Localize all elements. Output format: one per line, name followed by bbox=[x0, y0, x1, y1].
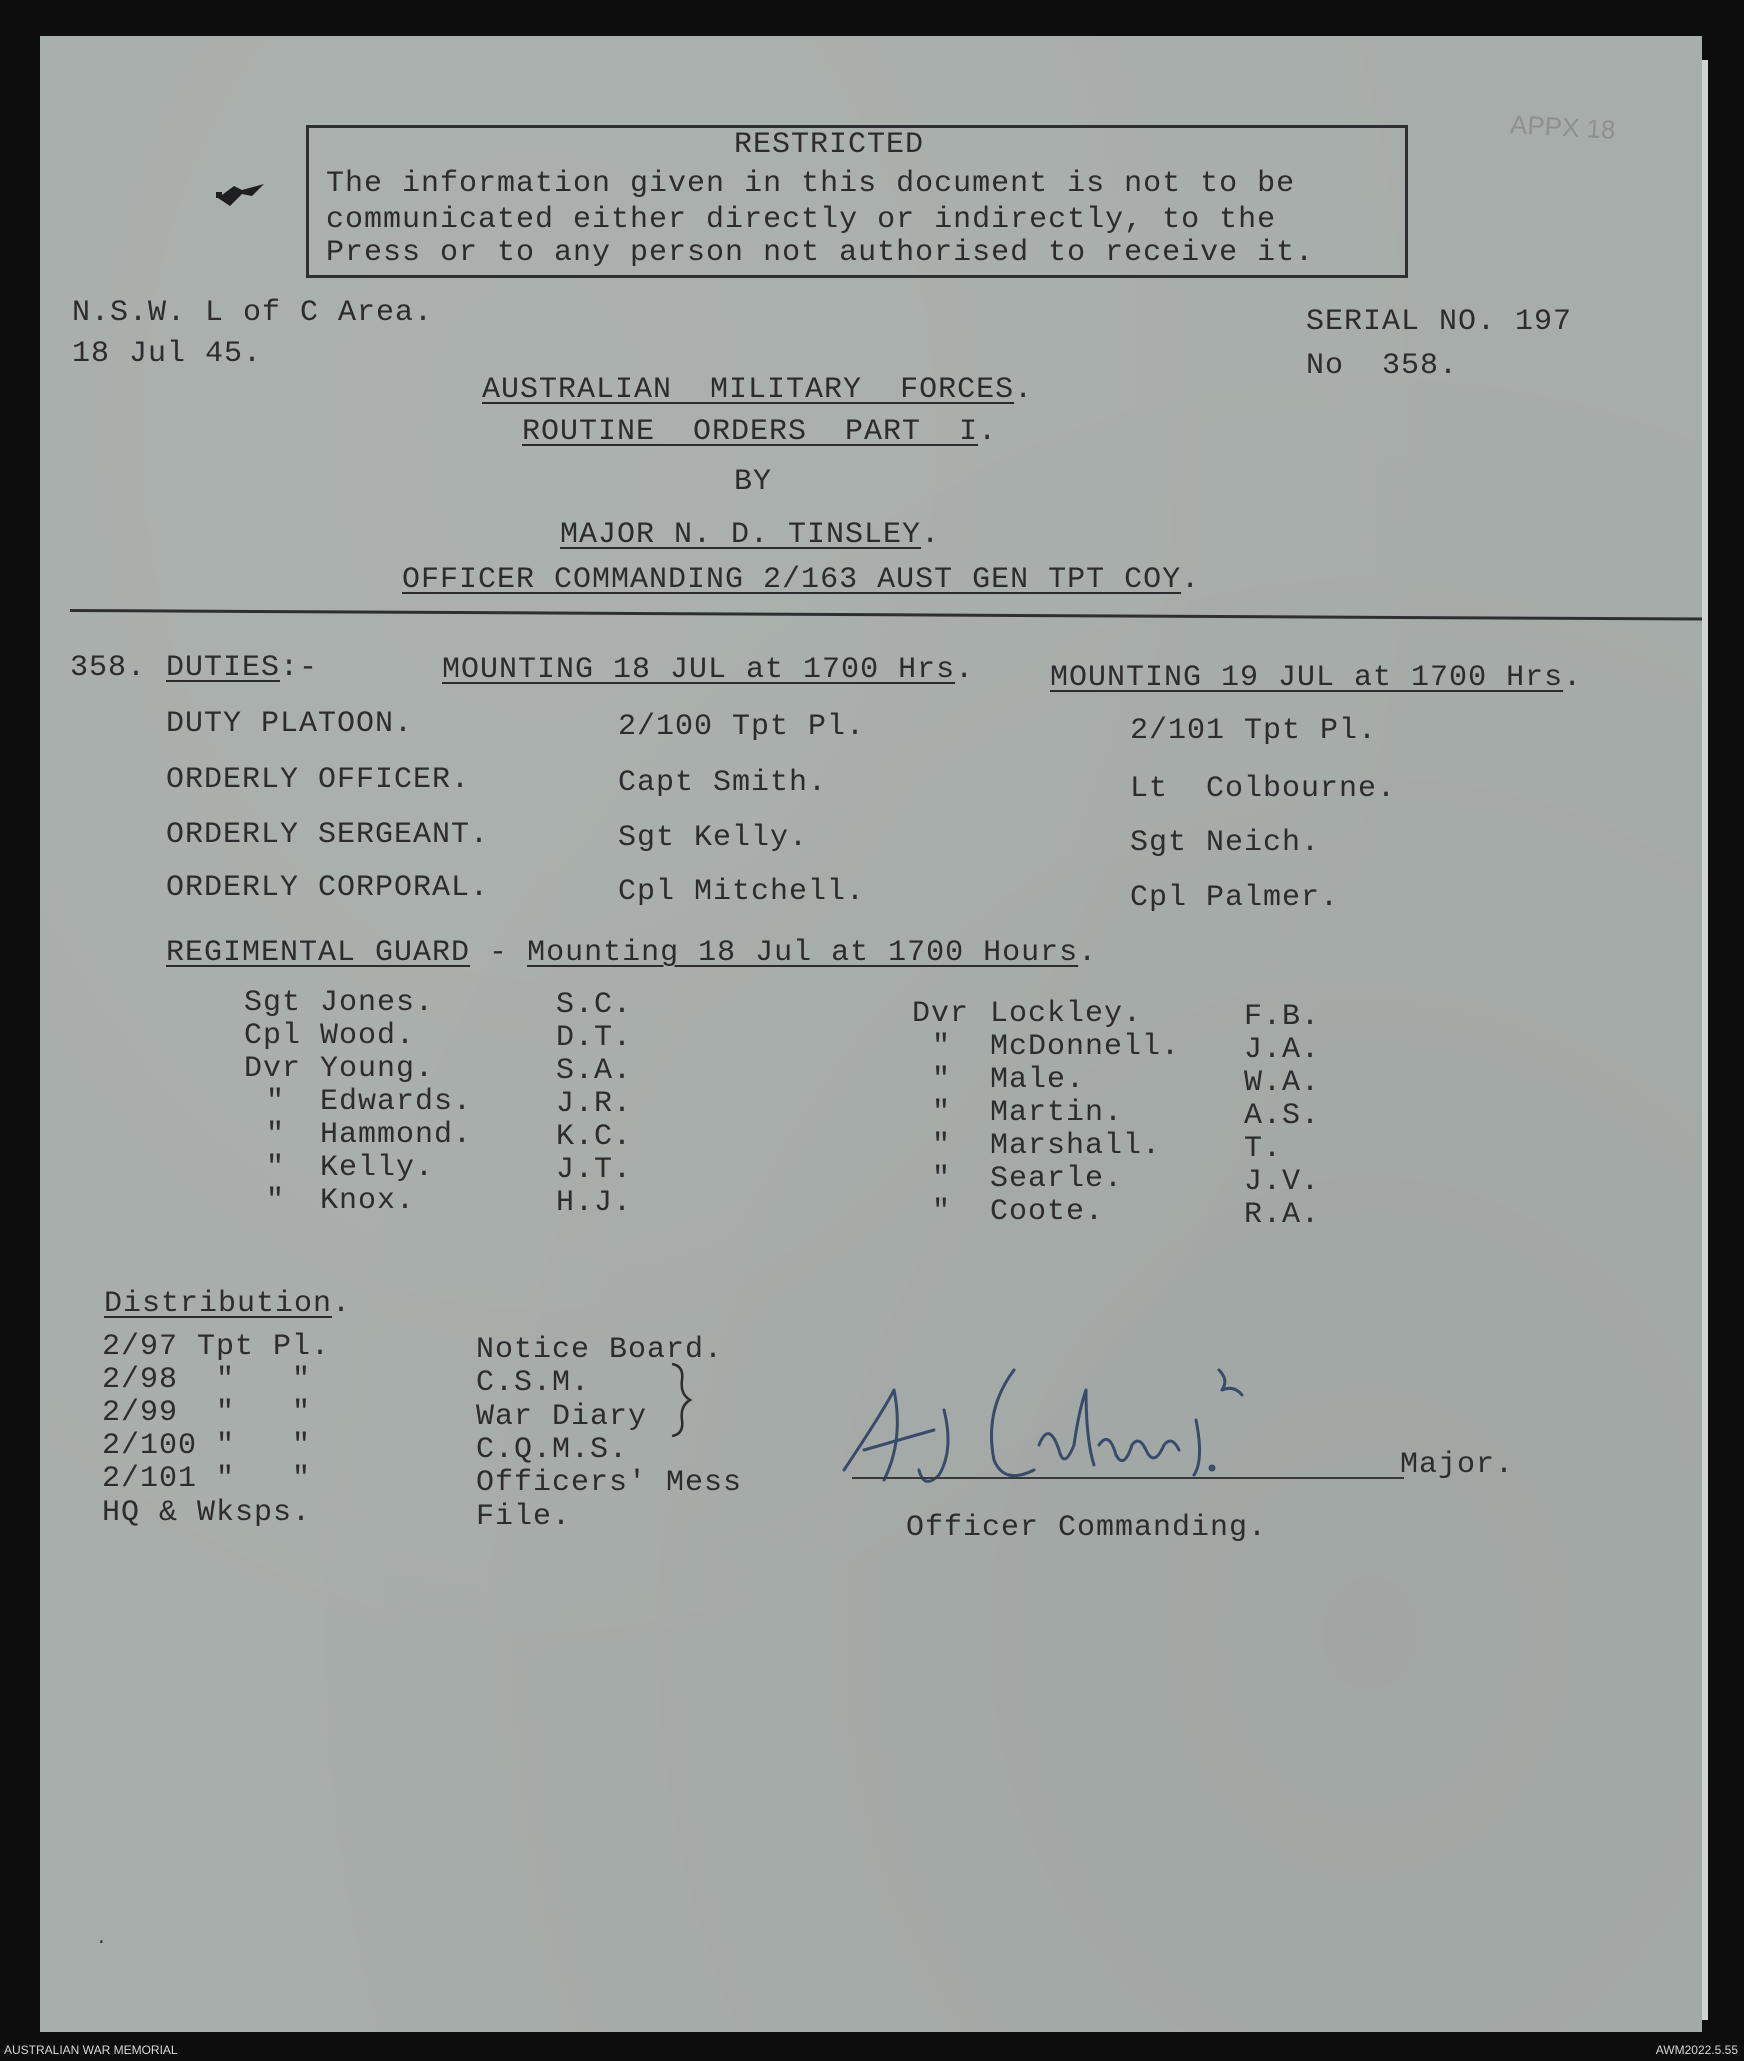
guard-name: McDonnell. bbox=[990, 1030, 1181, 1064]
pencil-note: APPX 18 bbox=[1509, 109, 1617, 145]
guard-name: Coote. bbox=[990, 1195, 1105, 1229]
guard-initials: H.J. bbox=[556, 1186, 633, 1220]
title-line-5: OFFICER COMMANDING 2/163 AUST GEN TPT COY. bbox=[402, 563, 1201, 597]
distribution-item: C.S.M. bbox=[476, 1366, 591, 1400]
guard-rank: Sgt bbox=[244, 986, 302, 1020]
guard-rank: " bbox=[932, 1195, 952, 1229]
guard-rank: " bbox=[932, 1162, 952, 1196]
duty-day2: Sgt Neich. bbox=[1130, 826, 1321, 860]
guard-name: Male. bbox=[990, 1063, 1086, 1097]
duty-day2: Lt Colbourne. bbox=[1130, 772, 1397, 806]
guard-rank: " bbox=[266, 1151, 286, 1185]
title-line-2: ROUTINE ORDERS PART I. bbox=[522, 415, 998, 449]
brace-icon bbox=[666, 1360, 696, 1440]
stray-mark: · bbox=[96, 1933, 108, 1953]
order-number: No 358. bbox=[1306, 349, 1459, 383]
guard-name: Wood. bbox=[320, 1019, 416, 1053]
title-line-1: AUSTRALIAN MILITARY FORCES. bbox=[482, 373, 1034, 407]
guard-name: Martin. bbox=[990, 1096, 1124, 1130]
guard-rank: " bbox=[266, 1118, 286, 1152]
guard-initials: D.T. bbox=[556, 1021, 633, 1055]
footer-left: AUSTRALIAN WAR MEMORIAL bbox=[4, 2043, 178, 2057]
signatory-rank: Major. bbox=[1400, 1448, 1515, 1482]
duties-col1-heading: MOUNTING 18 JUL at 1700 Hrs. bbox=[442, 653, 975, 687]
restricted-line-1: The information given in this document is not to be bbox=[326, 167, 1296, 201]
area-label: N.S.W. L of C Area. bbox=[72, 296, 434, 330]
guard-initials: J.A. bbox=[1244, 1033, 1321, 1067]
duty-day1: Capt Smith. bbox=[618, 766, 828, 800]
guard-name: Lockley. bbox=[990, 997, 1143, 1031]
distribution-item: 2/97 Tpt Pl. bbox=[102, 1330, 331, 1364]
serial-number: SERIAL NO. 197 bbox=[1306, 305, 1573, 339]
distribution-item: Notice Board. bbox=[476, 1333, 724, 1367]
duty-day2: 2/101 Tpt Pl. bbox=[1130, 714, 1378, 748]
guard-name: Edwards. bbox=[320, 1085, 473, 1119]
restricted-line-3: Press or to any person not authorised to receive it. bbox=[326, 236, 1315, 270]
guard-name: Marshall. bbox=[990, 1129, 1162, 1163]
guard-initials: R.A. bbox=[1244, 1198, 1321, 1232]
guard-heading: REGIMENTAL GUARD - Mounting 18 Jul at 1700 Hours. bbox=[166, 936, 1098, 970]
duty-day1: Sgt Kelly. bbox=[618, 821, 809, 855]
guard-rank: Cpl bbox=[244, 1019, 302, 1053]
guard-rank: " bbox=[932, 1063, 952, 1097]
distribution-item: 2/100 " " bbox=[102, 1429, 312, 1463]
footer-right: AWM2022.5.55 bbox=[1655, 2043, 1738, 2057]
distribution-item: 2/99 " " bbox=[102, 1396, 312, 1430]
guard-initials: J.V. bbox=[1244, 1165, 1321, 1199]
order-date: 18 Jul 45. bbox=[72, 337, 263, 371]
duties-heading: DUTIES:- bbox=[166, 651, 319, 685]
signatory-title: Officer Commanding. bbox=[906, 1511, 1268, 1545]
guard-initials: F.B. bbox=[1244, 1000, 1321, 1034]
guard-name: Jones. bbox=[320, 986, 435, 1020]
distribution-item: 2/98 " " bbox=[102, 1363, 312, 1397]
distribution-item: HQ & Wksps. bbox=[102, 1496, 312, 1530]
guard-initials: J.R. bbox=[556, 1087, 633, 1121]
duties-number: 358. bbox=[70, 651, 147, 685]
distribution-item: File. bbox=[476, 1500, 572, 1534]
signature-line bbox=[852, 1477, 1404, 1479]
guard-initials: S.C. bbox=[556, 988, 633, 1022]
guard-name: Kelly. bbox=[320, 1151, 435, 1185]
guard-rank: " bbox=[266, 1085, 286, 1119]
guard-name: Knox. bbox=[320, 1184, 416, 1218]
guard-initials: A.S. bbox=[1244, 1099, 1321, 1133]
guard-rank: " bbox=[266, 1184, 286, 1218]
guard-name: Young. bbox=[320, 1052, 435, 1086]
duty-day2: Cpl Palmer. bbox=[1130, 881, 1340, 915]
guard-rank: " bbox=[932, 1030, 952, 1064]
guard-rank: " bbox=[932, 1096, 952, 1130]
duty-day1: Cpl Mitchell. bbox=[618, 875, 866, 909]
restricted-line-2: communicated either directly or indirectly, to the bbox=[326, 203, 1277, 237]
guard-rank: Dvr bbox=[244, 1052, 302, 1086]
distribution-item: War Diary bbox=[476, 1400, 648, 1434]
guard-initials: J.T. bbox=[556, 1153, 633, 1187]
guard-name: Hammond. bbox=[320, 1118, 473, 1152]
duty-role: DUTY PLATOON. bbox=[166, 707, 414, 741]
guard-name: Searle. bbox=[990, 1162, 1124, 1196]
distribution-item: 2/101 " " bbox=[102, 1462, 312, 1496]
distribution-item: Officers' Mess bbox=[476, 1466, 743, 1500]
duty-role: ORDERLY CORPORAL. bbox=[166, 871, 490, 905]
guard-rank: Dvr bbox=[912, 997, 970, 1031]
duty-role: ORDERLY OFFICER. bbox=[166, 763, 471, 797]
duty-role: ORDERLY SERGEANT. bbox=[166, 818, 490, 852]
restricted-heading: RESTRICTED bbox=[734, 128, 925, 162]
guard-rank: " bbox=[932, 1129, 952, 1163]
title-line-4: MAJOR N. D. TINSLEY. bbox=[560, 518, 941, 552]
duties-col2-heading: MOUNTING 19 JUL at 1700 Hrs. bbox=[1050, 661, 1583, 695]
title-line-3: BY bbox=[734, 465, 773, 499]
guard-initials: W.A. bbox=[1244, 1066, 1321, 1100]
distribution-heading: Distribution. bbox=[104, 1287, 352, 1321]
duty-day1: 2/100 Tpt Pl. bbox=[618, 710, 866, 744]
guard-initials: T. bbox=[1244, 1132, 1283, 1166]
page-edge bbox=[1702, 60, 1708, 2020]
guard-initials: S.A. bbox=[556, 1054, 633, 1088]
guard-initials: K.C. bbox=[556, 1120, 633, 1154]
punch-mark-icon bbox=[212, 176, 272, 212]
distribution-item: C.Q.M.S. bbox=[476, 1433, 629, 1467]
